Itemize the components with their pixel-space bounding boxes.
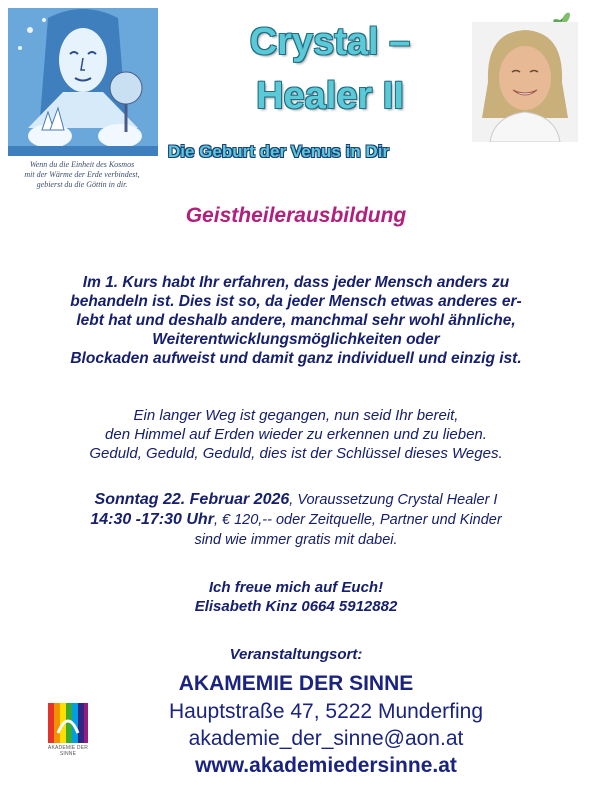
intro-line: behandeln ist. Dies ist so, da jeder Mensch etwas anderes er- xyxy=(70,293,522,310)
caption-line: mit der Wärme der Erde verbindest, xyxy=(24,170,140,179)
title-line-1: Crystal – xyxy=(249,21,411,63)
intro-line: Im 1. Kurs habt Ihr erfahren, dass jeder Mensch anders zu xyxy=(82,274,510,291)
venus-caption xyxy=(6,160,158,190)
event-note: sind wie immer gratis mit dabei. xyxy=(194,532,398,548)
intro-text xyxy=(10,273,582,368)
section-heading: Geistheilerausbildung xyxy=(185,204,407,227)
paragraph-line: Ein langer Weg ist gegangen, nun seid Ihr bereit, xyxy=(133,407,459,424)
greeting-line: Ich freue mich auf Euch! xyxy=(208,579,384,596)
intro-line: Weiterentwicklungsmöglichkeiten oder xyxy=(152,331,440,348)
paragraph-2 xyxy=(10,406,582,463)
paragraph-line: Geduld, Geduld, Geduld, dies ist der Schlüssel dieses Weges. xyxy=(89,445,503,462)
event-date-suffix: , Voraussetzung Crystal Healer I xyxy=(289,492,498,508)
venue-email[interactable]: akademie_der_sinne@aon.at xyxy=(188,727,464,750)
contact-line: Elisabeth Kinz 0664 5912882 xyxy=(194,598,398,615)
intro-line: Blockaden aufweist und damit ganz individuell und einzig ist. xyxy=(70,350,522,367)
venue-name: AKAMEMIE DER SINNE xyxy=(178,672,414,695)
caption-line: gebierst du die Göttin in dir. xyxy=(36,180,128,189)
logo-text: AKADEMIE DER SINNE xyxy=(47,745,89,757)
portrait-photo xyxy=(472,22,578,142)
intro-line: lebt hat und deshalb andere, manchmal sehr wohl ähnliche, xyxy=(76,312,516,329)
event-time: 14:30 -17:30 Uhr xyxy=(90,511,214,528)
paragraph-line: den Himmel auf Erden wieder zu erkennen und zu lieben. xyxy=(105,426,487,443)
caption-line: Wenn du die Einheit des Kosmos xyxy=(29,160,135,169)
event-time-suffix: , € 120,-- oder Zeitquelle, Partner und Kinder xyxy=(213,512,502,528)
greeting xyxy=(10,578,582,616)
venus-illustration xyxy=(8,8,158,156)
subtitle: Die Geburt der Venus in Dir xyxy=(168,142,390,161)
event-date-line xyxy=(10,490,582,510)
venue-address: Hauptstraße 47, 5222 Munderfing xyxy=(168,700,484,723)
venue-label: Veranstaltungsort: xyxy=(229,646,363,663)
event-date: Sonntag 22. Februar 2026 xyxy=(94,491,290,508)
title-line-2: Healer II xyxy=(256,75,404,117)
venue-website[interactable]: www.akademiedersinne.at xyxy=(195,754,457,777)
event-info xyxy=(10,490,582,550)
event-time-line xyxy=(10,510,582,530)
